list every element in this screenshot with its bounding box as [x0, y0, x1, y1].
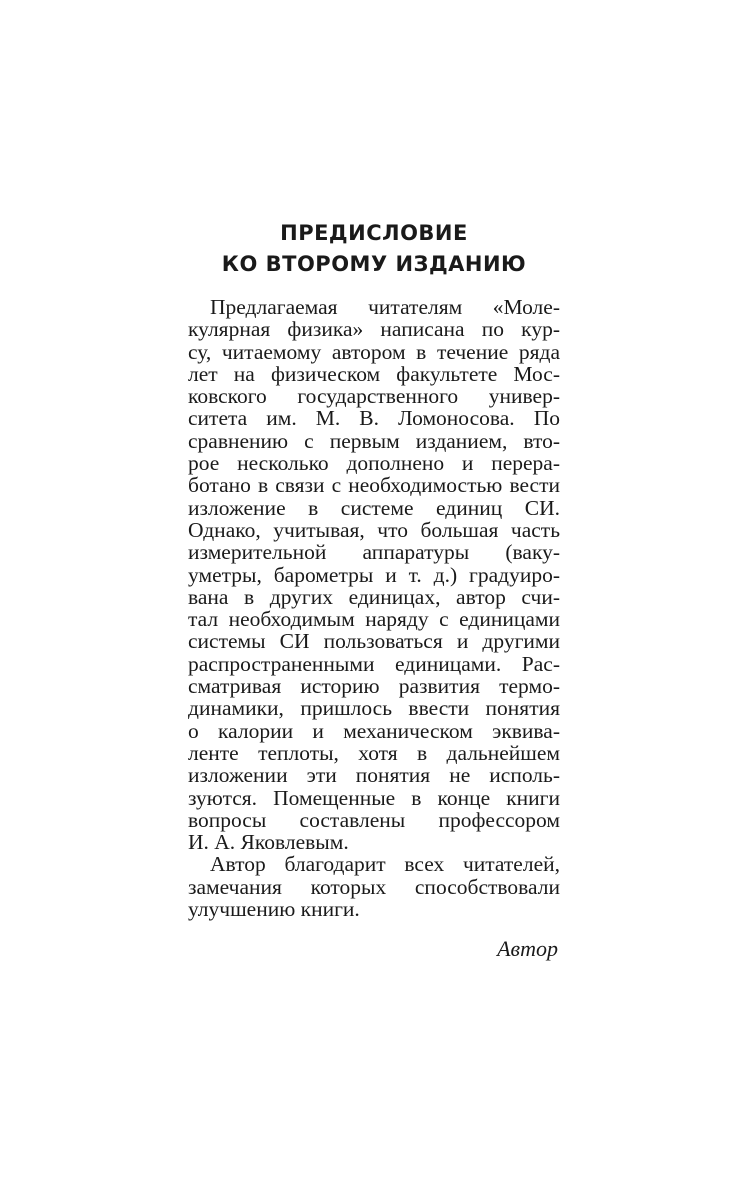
paragraph-1	[188, 296, 560, 853]
text-line: измерительной аппаратуры (ваку-	[188, 540, 560, 565]
text-line: замечания которых способствовали	[188, 874, 560, 899]
text-line: Предлагаемая читателям «Моле-	[210, 295, 560, 319]
text-line: И. А. Яковлевым.	[188, 830, 349, 855]
text-line: системы СИ пользоваться и другими	[188, 629, 560, 654]
text-line: изложение в системе единиц СИ.	[188, 495, 560, 520]
text-line: тал необходимым наряду с единицами	[188, 607, 560, 632]
heading-line-2: КО ВТОРОМУ ИЗДАНИЮ	[221, 252, 527, 276]
author-signature: Автор	[497, 936, 558, 961]
text-line: зуются. Помещенные в конце книги	[188, 785, 560, 810]
text-line: ковского государственного универ-	[188, 384, 560, 409]
text-line: лет на физическом факультете Мос-	[188, 361, 560, 386]
text-line: сматривая историю развития термо-	[188, 674, 560, 699]
text-line: вопросы составлены профессором	[188, 807, 560, 832]
text-line: ситета им. М. В. Ломоносова. По	[188, 406, 560, 431]
text-line: динамики, пришлось ввести понятия	[188, 696, 560, 721]
text-line: сравнению с первым изданием, вто-	[188, 428, 560, 453]
text-line: распространенными единицами. Рас-	[188, 651, 560, 676]
text-line: о калории и механическом эквива-	[188, 718, 560, 743]
text-line: улучшению книги.	[188, 897, 360, 922]
text-line: кулярная физика» написана по кур-	[188, 317, 560, 342]
text-line: уметры, барометры и т. д.) градуиро-	[188, 562, 560, 587]
text-line: рое несколько дополнено и перера-	[188, 451, 560, 476]
preface-body	[188, 296, 560, 920]
text-line: вана в других единицах, автор счи-	[188, 584, 560, 609]
preface-heading	[188, 218, 560, 280]
paragraph-2	[188, 853, 560, 920]
text-line: су, читаемому автором в течение ряда	[188, 339, 560, 364]
text-line: ленте теплоты, хотя в дальнейшем	[188, 740, 560, 765]
heading-line-1: ПРЕДИСЛОВИЕ	[280, 221, 468, 245]
text-line: изложении эти понятия не исполь-	[188, 763, 560, 788]
text-line: Однако, учитывая, что большая часть	[188, 517, 560, 542]
text-line: ботано в связи с необходимостью вести	[188, 473, 560, 498]
text-line: Автор благодарит всех читателей,	[210, 852, 560, 877]
